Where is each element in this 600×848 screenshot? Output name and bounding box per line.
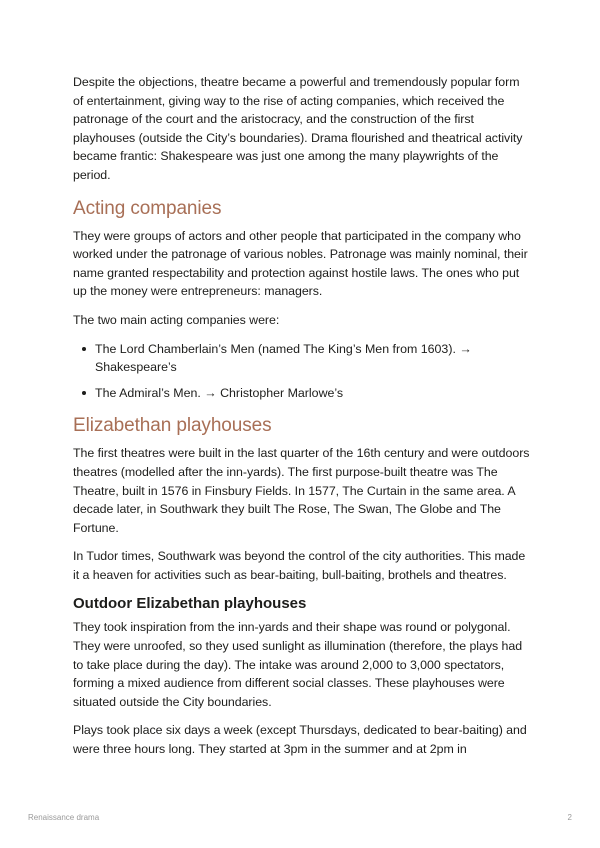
page-number: 2 <box>567 813 572 822</box>
intro-paragraph: Despite the objections, theatre became a powerful and tremendously popular form of entertainment, giving way to the rise of acting companies, which received the patronage of the court and the aristocracy, and the construction of the first playhouses (outside the City’s boundaries). Drama flourished and theatrical activity became frantic: Shakespeare was just one among the many playwrights of the period. <box>73 75 523 182</box>
acting-companies-heading: Acting companies <box>73 197 222 219</box>
acting-companies-paragraph-1: They were groups of actors and other people that participated in the company who worked under the patronage of various nobles. Patronage was mainly nominal, their name granted respectability and protection against hostile laws. The ones who put up the money were entrepreneurs: managers. <box>73 228 528 299</box>
playhouses-paragraph-1: The first theatres were built in the last quarter of the 16th century and were outdoors theatres (modelled after the inn-yards). The first purpose-built theatre was The Theatre, built in 1576 in Finsbury Fields. In 1577, The Curtain in the same area. A decade later, in Southwark they built The Rose, The Swan, The Globe and The Fortune. <box>73 446 530 535</box>
acting-companies-list <box>73 340 533 403</box>
outdoor-paragraph-1: They took inspiration from the inn-yards and their shape was round or polygonal. They were unroofed, so they used sunlight as illumination (therefore, the plays had to take place during the day). The intake was around 2,000 to 3,000 spectators, forming a mixed audience from different social classes. These playhouses were situated outside the City boundaries. <box>73 620 523 709</box>
outdoor-paragraph-2: Plays took place six days a week (except Thursdays, dedicated to bear-baiting) and were three hours long. They started at 3pm in the summer and at 2pm in <box>73 723 527 757</box>
acting-companies-paragraph-2: The two main acting companies were: <box>73 312 280 327</box>
outdoor-playhouses-heading: Outdoor Elizabethan playhouses <box>73 595 307 613</box>
footer-title: Renaissance drama <box>28 813 100 822</box>
playhouses-heading: Elizabethan playhouses <box>73 415 272 437</box>
list-item: The Admiral’s Men. → Christopher Marlowe’s <box>95 384 533 403</box>
playhouses-paragraph-2: In Tudor times, Southwark was beyond the control of the city authorities. This made it a heaven for activities such as bear-baiting, bull-baiting, brothels and theatres. <box>73 549 526 582</box>
page-content <box>73 73 533 769</box>
list-item: The Lord Chamberlain’s Men (named The King’s Men from 1603). → Shakespeare’s <box>95 340 533 377</box>
